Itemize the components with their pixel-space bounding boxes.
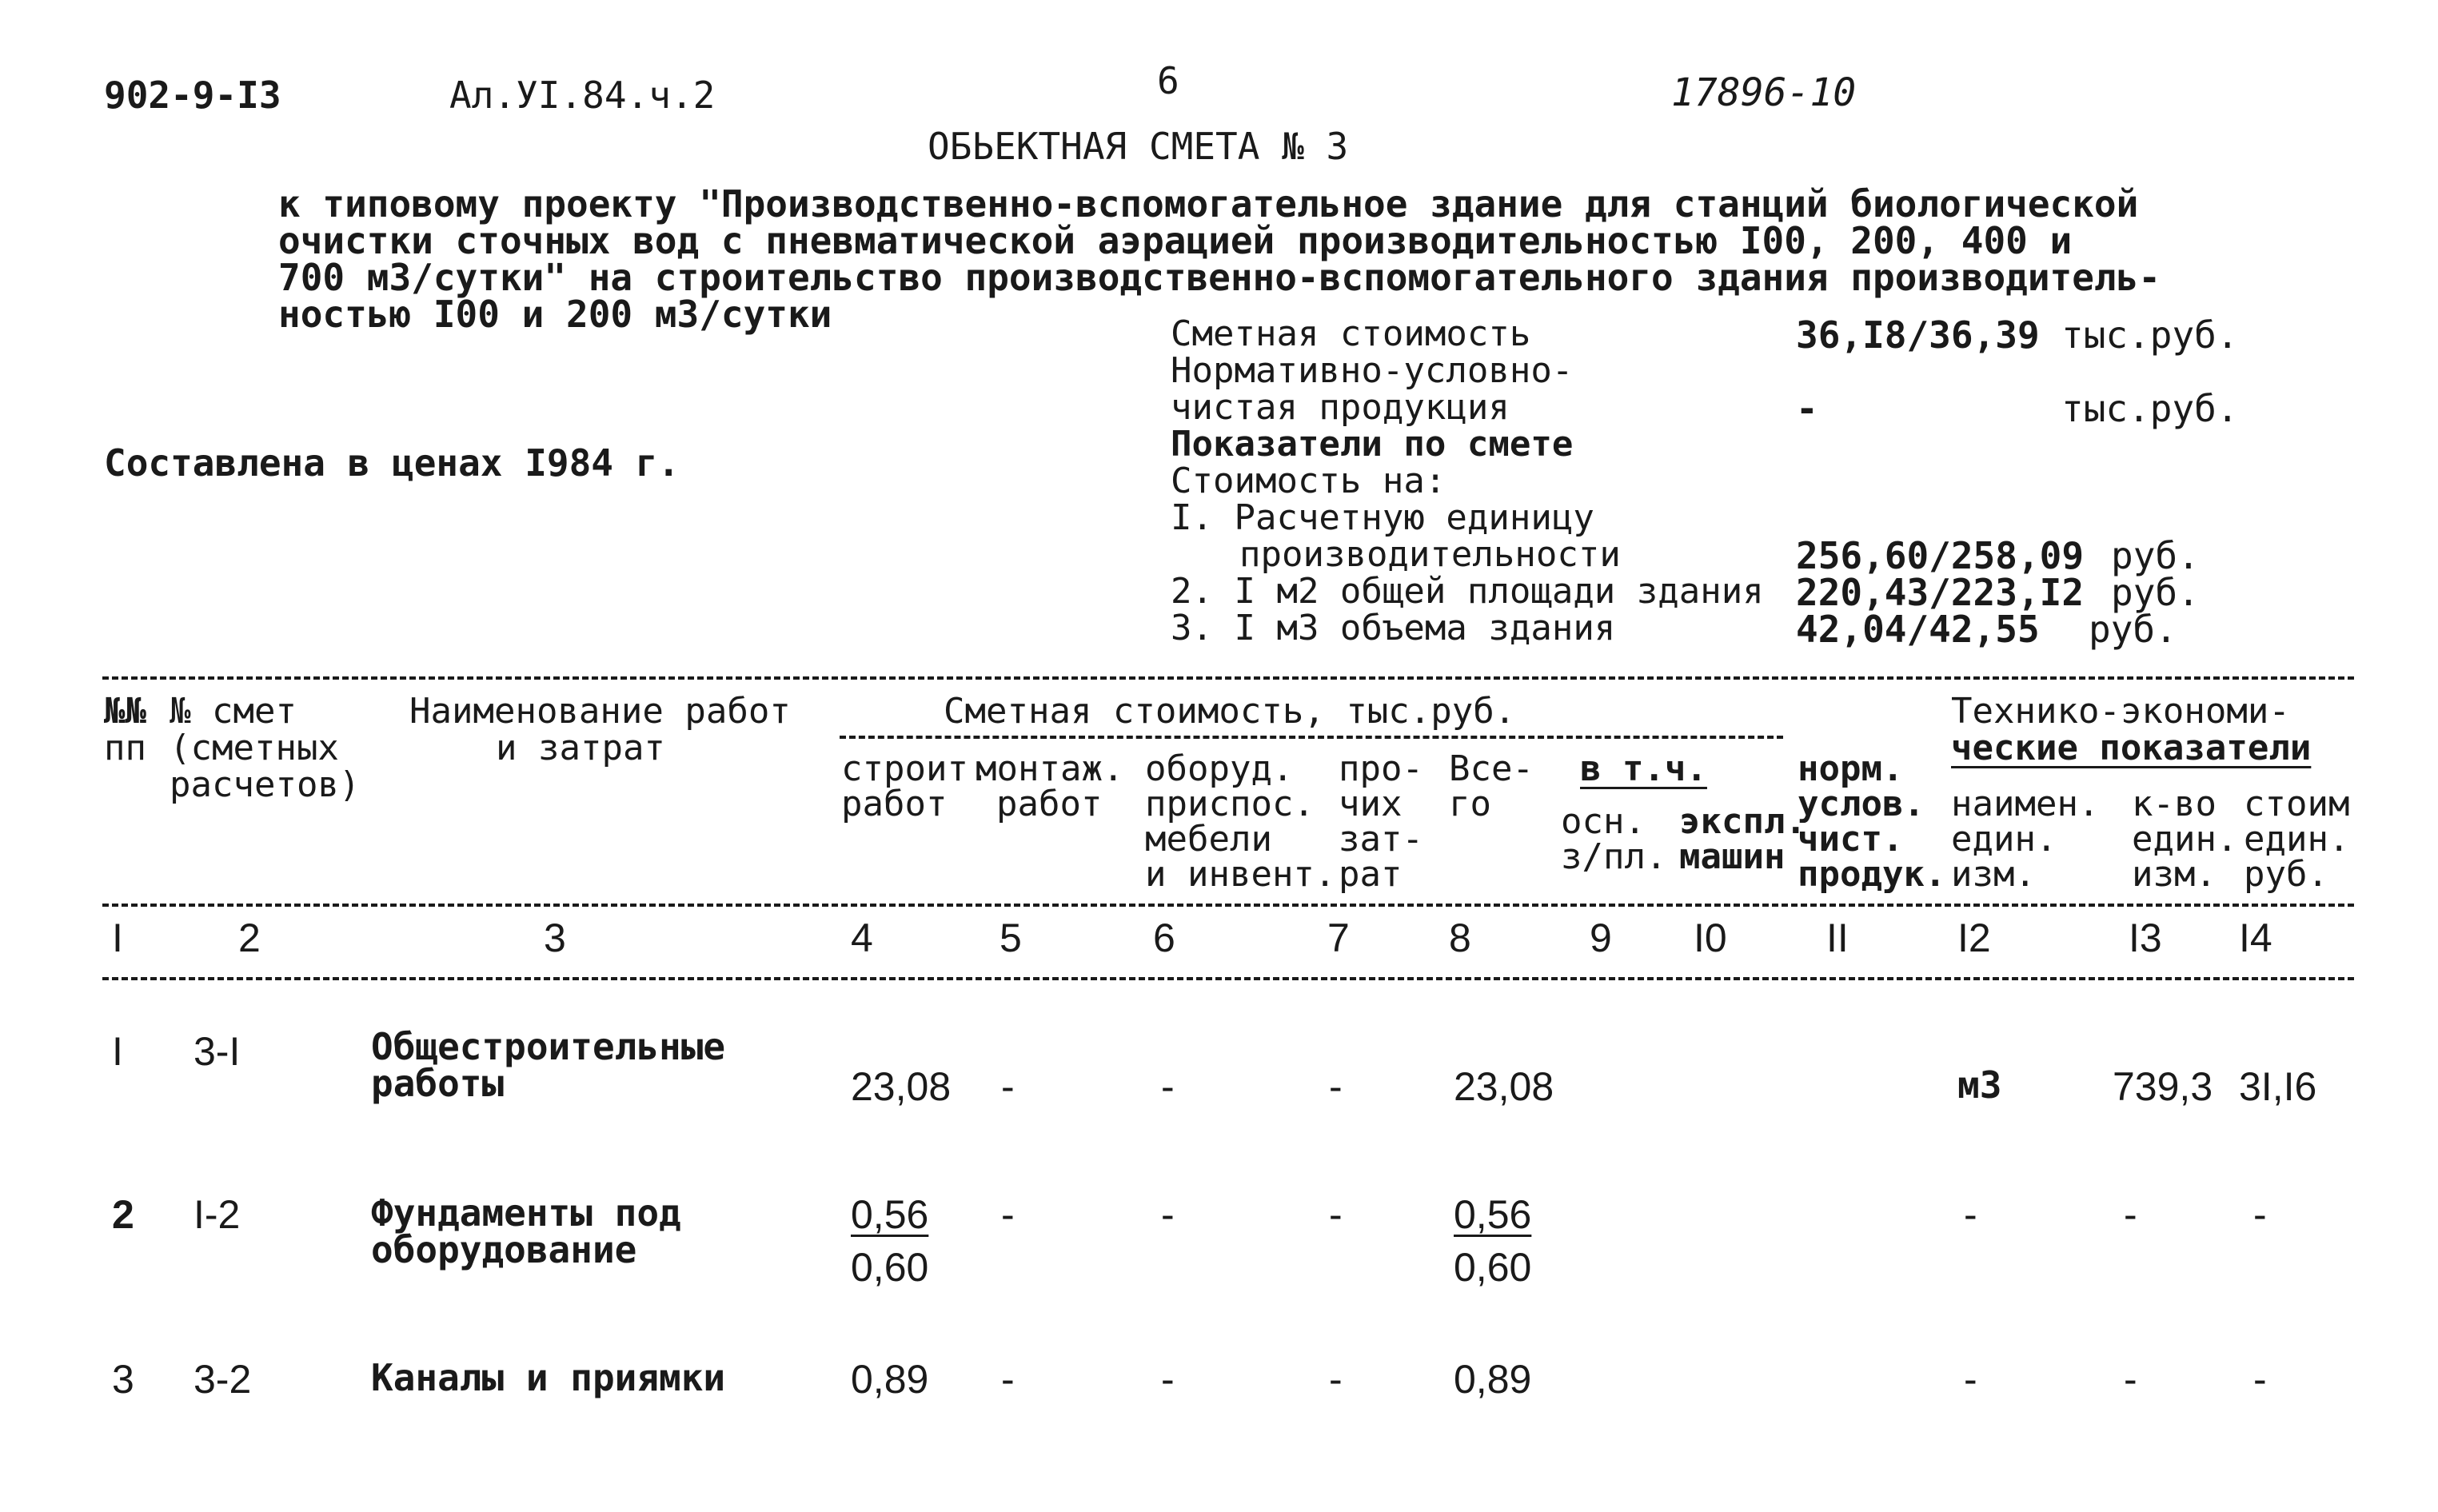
- column-number: 7: [1327, 916, 1350, 960]
- row3-other: -: [1329, 1357, 1343, 1402]
- col6-header-c: мебели: [1145, 819, 1272, 860]
- cost-unit: тыс.руб.: [2061, 313, 2239, 357]
- tech-group-header-2: ческие показатели: [1951, 728, 2312, 768]
- row3-unit: -: [1964, 1357, 1977, 1402]
- row2-unit: -: [1964, 1192, 1977, 1237]
- page-number: 6: [1157, 59, 1179, 102]
- row3-qty: -: [2124, 1357, 2137, 1402]
- item1-label-2: производительности: [1239, 534, 1621, 575]
- col1-header-b: пп: [104, 728, 146, 768]
- norm-value: -: [1796, 387, 1818, 430]
- item2-label: 2. I м2 общей площади здания: [1171, 571, 1764, 612]
- item2-unit: руб.: [2111, 571, 2200, 614]
- col6-header-b: приспос.: [1145, 784, 1315, 824]
- col14-header-a: стоим: [2244, 784, 2350, 824]
- col13-header-b: един.: [2132, 819, 2238, 860]
- row3-unit-cost: -: [2253, 1357, 2267, 1402]
- item3-value: 42,04/42,55: [1796, 608, 2040, 651]
- row1-name-2: работы: [371, 1062, 505, 1105]
- column-number: I0: [1694, 916, 1727, 960]
- row2-name-1: Фундаменты под: [371, 1191, 681, 1235]
- col13-header-c: изм.: [2132, 854, 2217, 895]
- col3-header-b: и затрат: [496, 728, 665, 768]
- item2-value: 220,43/223,I2: [1796, 571, 2085, 614]
- column-number: 3: [544, 916, 566, 960]
- row3-mount: -: [1001, 1357, 1015, 1402]
- column-number: 6: [1153, 916, 1175, 960]
- col11-header-b: услов.: [1798, 784, 1925, 824]
- col6-header-a: оборуд.: [1145, 748, 1294, 789]
- col2-header-b: (сметных: [170, 728, 339, 768]
- cost-on-label: Стоимость на:: [1171, 461, 1446, 501]
- row2-build-alt: 0,60: [851, 1245, 929, 1290]
- intro-line-4: ностью I00 и 200 м3/сутки: [278, 293, 832, 336]
- column-number: I4: [2239, 916, 2272, 960]
- tech-group-header-1: Технико-экономи-: [1951, 691, 2290, 732]
- row1-mount: -: [1001, 1064, 1015, 1109]
- prices-note: Составлена в ценах I984 г.: [104, 441, 680, 485]
- intro-line-2: очистки сточных вод с пневматической аэрацией производительностью I00, 200, 400 и: [278, 219, 2073, 262]
- row1-code: 3-I: [194, 1029, 241, 1074]
- row1-other: -: [1329, 1064, 1343, 1109]
- row3-build: 0,89: [851, 1357, 929, 1402]
- col9-header-b: з/пл.: [1561, 836, 1667, 877]
- row1-unit-cost: 3I,I6: [2239, 1064, 2317, 1109]
- album-reference: Ал.УI.84.ч.2: [449, 74, 716, 117]
- norm-label-2: чистая продукция: [1171, 387, 1510, 428]
- row3-total: 0,89: [1454, 1357, 1532, 1402]
- row2-name-2: оборудование: [371, 1228, 637, 1271]
- column-number: 2: [238, 916, 261, 960]
- col12-header-c: изм.: [1951, 854, 2036, 895]
- col10-header-a: экспл.: [1679, 801, 1806, 842]
- col10-header-b: машин: [1679, 836, 1786, 877]
- row2-mount: -: [1001, 1192, 1015, 1237]
- col11-header-a: норм.: [1798, 748, 1904, 789]
- row1-number: I: [112, 1029, 123, 1074]
- column-number: 5: [1000, 916, 1022, 960]
- column-number: I: [112, 916, 123, 960]
- norm-unit: тыс.руб.: [2061, 387, 2239, 430]
- row1-name-1: Общестроительные: [371, 1025, 726, 1068]
- row1-total: 23,08: [1454, 1064, 1554, 1109]
- column-number: I2: [1957, 916, 1991, 960]
- column-number: I3: [2129, 916, 2162, 960]
- numbers-bottom-rule: [102, 977, 2354, 980]
- row1-qty: 739,3: [2113, 1064, 2213, 1109]
- item3-label: 3. I м3 объема здания: [1171, 608, 1616, 648]
- row2-code: I-2: [194, 1192, 241, 1237]
- row2-total: 0,56: [1454, 1192, 1532, 1237]
- cost-group-rule: [840, 736, 1783, 739]
- item3-unit: руб.: [2089, 608, 2177, 651]
- inventory-number: 17896-10: [1671, 70, 1857, 115]
- row2-unit-cost: -: [2253, 1192, 2267, 1237]
- row1-equip: -: [1161, 1064, 1175, 1109]
- norm-label-1: Нормативно-условно-: [1171, 350, 1574, 391]
- col7-header-d: рат: [1339, 854, 1403, 895]
- col8-header-b: го: [1449, 784, 1491, 824]
- column-number: 9: [1590, 916, 1612, 960]
- row1-build: 23,08: [851, 1064, 952, 1109]
- col4-header-a: строит.: [841, 748, 990, 789]
- row2-total-alt: 0,60: [1454, 1245, 1532, 1290]
- col11-header-c: чист.: [1798, 819, 1904, 860]
- col14-header-c: руб.: [2244, 854, 2328, 895]
- row2-build: 0,56: [851, 1192, 929, 1237]
- document-code: 902-9-I3: [104, 74, 281, 117]
- row2-qty: -: [2124, 1192, 2137, 1237]
- col9-header-a: осн.: [1561, 801, 1646, 842]
- row3-number: 3: [112, 1357, 134, 1402]
- item1-unit: руб.: [2111, 534, 2200, 577]
- column-number: II: [1826, 916, 1849, 960]
- col4-header-b: работ: [841, 784, 948, 824]
- col13-header-a: к-во: [2132, 784, 2217, 824]
- item1-label-1: I. Расчетную единицу: [1171, 497, 1594, 538]
- column-number: 8: [1449, 916, 1471, 960]
- cost-group-header: Сметная стоимость, тыс.руб.: [944, 691, 1516, 732]
- col11-header-d: продук.: [1798, 854, 1946, 895]
- row2-number: 2: [112, 1192, 134, 1237]
- row2-other: -: [1329, 1192, 1343, 1237]
- row3-code: 3-2: [194, 1357, 252, 1402]
- col7-header-a: про-: [1339, 748, 1423, 789]
- item1-value: 256,60/258,09: [1796, 534, 2085, 577]
- col14-header-b: един.: [2244, 819, 2350, 860]
- col7-header-b: чих: [1339, 784, 1403, 824]
- row3-equip: -: [1161, 1357, 1175, 1402]
- col1-header-a: №№: [104, 691, 146, 732]
- table-top-rule: [102, 676, 2354, 680]
- intro-line-1: к типовому проекту "Производственно-вспомогательное здание для станций биологической: [278, 182, 2139, 225]
- row3-name-1: Каналы и приямки: [371, 1356, 726, 1399]
- col7-header-c: зат-: [1339, 819, 1423, 860]
- header-bottom-rule: [102, 904, 2354, 907]
- col2-header-a: № смет: [170, 691, 297, 732]
- cost-label: Сметная стоимость: [1171, 313, 1531, 354]
- cost-value: 36,I8/36,39: [1796, 313, 2040, 357]
- col3-header-a: Наименование работ: [409, 691, 791, 732]
- row1-unit: м3: [1957, 1063, 2002, 1107]
- col12-header-b: един.: [1951, 819, 2057, 860]
- incl-group-header: в т.ч.: [1580, 748, 1707, 789]
- column-number: 4: [851, 916, 873, 960]
- col5-header-b: работ: [996, 784, 1103, 824]
- col12-header-a: наимен.: [1951, 784, 2100, 824]
- indicators-label: Показатели по смете: [1171, 424, 1574, 465]
- page-title: ОБЬЕКТНАЯ СМЕТА № 3: [928, 125, 1349, 168]
- col8-header-a: Все-: [1449, 748, 1534, 789]
- col6-header-d: и инвент.: [1145, 854, 1336, 895]
- col5-header-a: монтаж.: [976, 748, 1124, 789]
- row2-equip: -: [1161, 1192, 1175, 1237]
- col2-header-c: расчетов): [170, 764, 361, 805]
- intro-line-3: 700 м3/сутки" на строительство производственно-вспомогательного здания производитель-: [278, 256, 2161, 299]
